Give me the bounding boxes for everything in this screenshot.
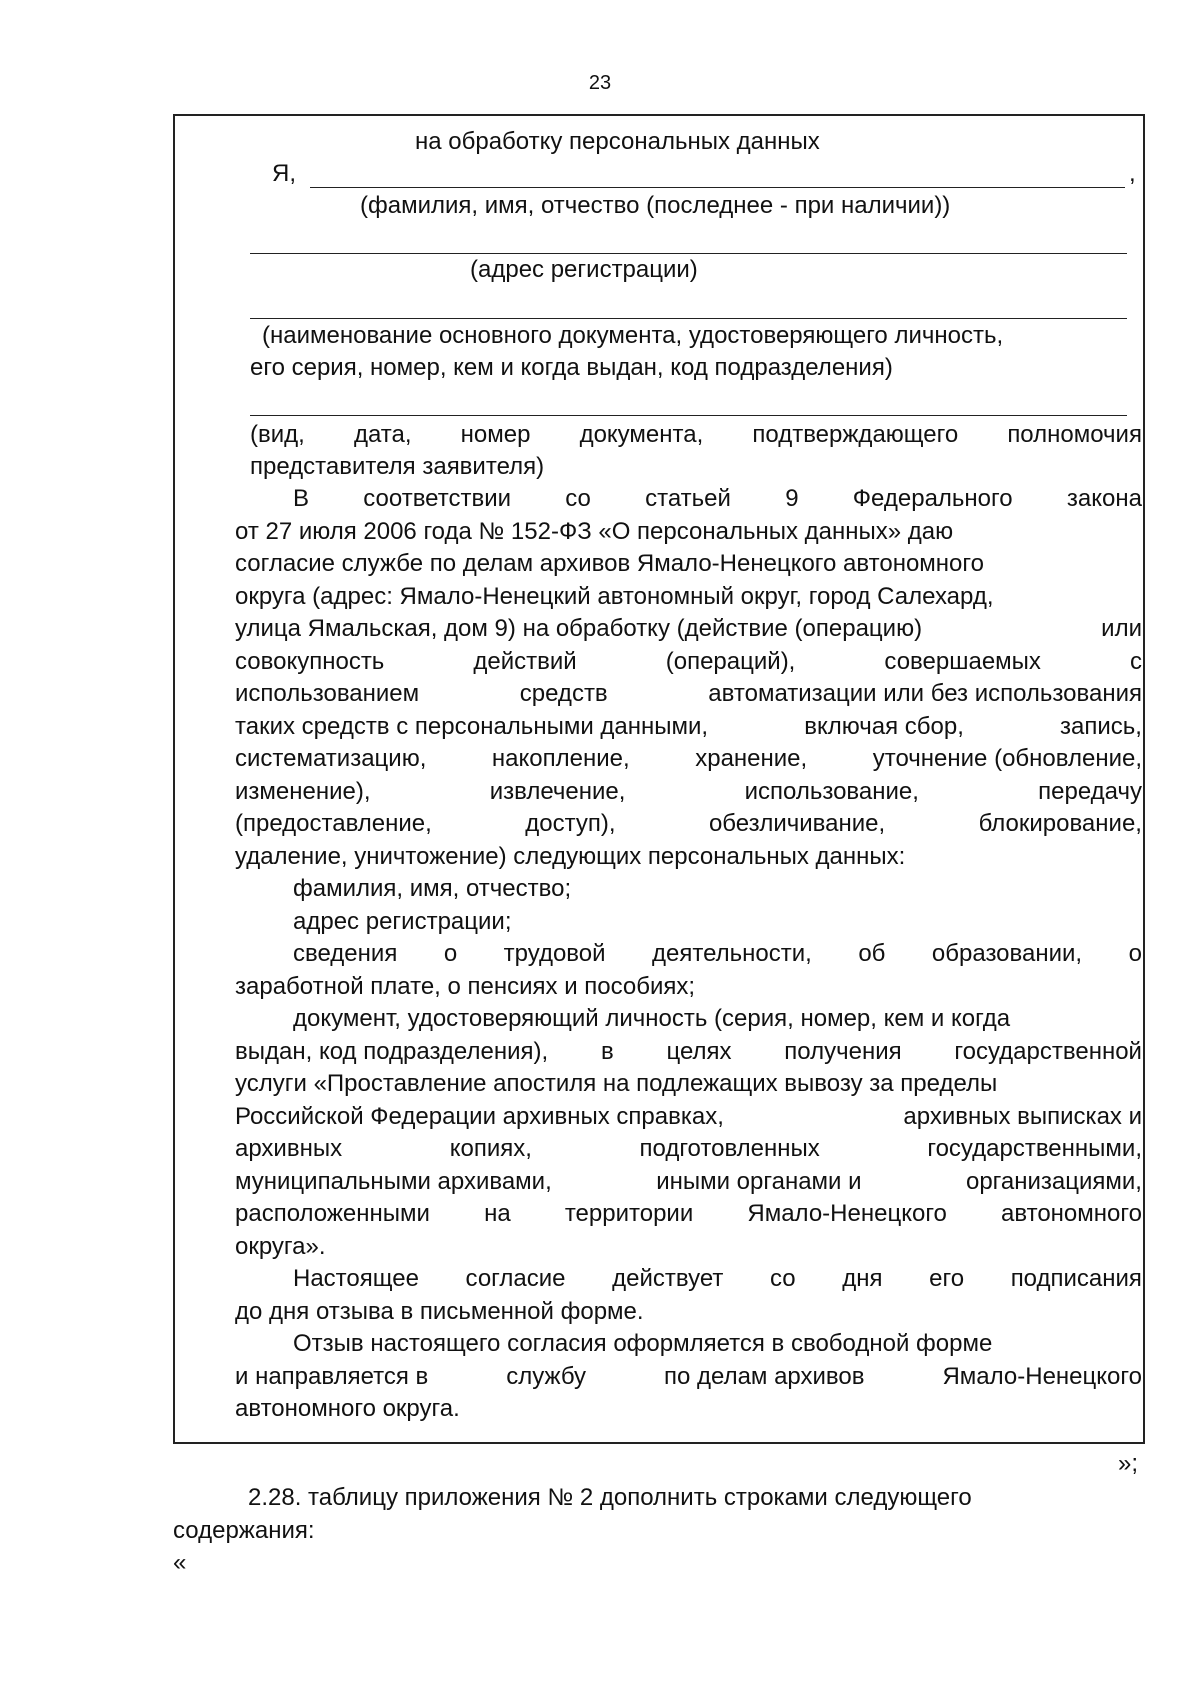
text-segment: получения <box>784 1037 902 1065</box>
text-segment: систематизацию, <box>235 745 427 772</box>
caption-fio: (фамилия, имя, отчество (последнее - при наличии)) <box>360 192 951 219</box>
validity-line-1 <box>293 1263 1142 1295</box>
text-segment: об <box>858 940 886 967</box>
text-segment: дня <box>842 1265 883 1292</box>
text-segment: со <box>565 485 591 512</box>
form-heading: на обработку персональных данных <box>415 128 820 155</box>
text-segment: таких средств с персональными данными, <box>235 712 709 740</box>
text-segment: совершаемых <box>884 647 1041 675</box>
caption-address: (адрес регистрации) <box>470 256 698 283</box>
text-segment: Настоящее <box>293 1265 419 1292</box>
item-labor-line-2: заработной плате, о пенсиях и пособиях; <box>235 972 696 1000</box>
text-segment: подтверждающего <box>752 421 959 448</box>
text-segment: его <box>929 1265 965 1292</box>
text-segment: расположенными <box>235 1200 430 1227</box>
consent-paragraph-line <box>235 646 1142 678</box>
item-document-line <box>235 1101 1142 1133</box>
consent-paragraph-line <box>293 483 1142 515</box>
text-segment: и направляется в <box>235 1362 429 1390</box>
text-segment: (операций), <box>665 647 796 675</box>
consent-paragraph-line: от 27 июля 2006 года № 152-ФЗ «О персональных данных» даю <box>235 517 954 545</box>
consent-paragraph-line <box>235 613 1142 645</box>
text-segment: 9 <box>785 485 799 512</box>
amendment-line-1: 2.28. таблицу приложения № 2 дополнить строками следующего <box>248 1484 972 1511</box>
item-document-line <box>235 1198 1142 1230</box>
consent-paragraph-line: округа (адрес: Ямало-Ненецкий автономный округ, город Салехард, <box>235 582 994 610</box>
text-segment: по делам архивов <box>664 1362 865 1390</box>
text-segment: (вид, <box>250 421 305 448</box>
text-segment: подписания <box>1010 1265 1142 1292</box>
text-segment: о <box>443 940 458 967</box>
text-segment: Федерального <box>852 485 1013 512</box>
closing-quote: »; <box>1118 1450 1139 1477</box>
text-segment: Ямало-Ненецкого <box>942 1362 1142 1390</box>
text-segment: образовании, <box>931 940 1083 967</box>
item-labor-line-1 <box>293 938 1142 970</box>
text-segment: целях <box>666 1037 732 1065</box>
text-segment: В <box>293 485 310 512</box>
text-segment: соответствии <box>363 485 512 512</box>
text-segment: передачу <box>1038 777 1142 805</box>
text-segment: включая сбор, <box>804 712 964 740</box>
item-document-line <box>235 1166 1142 1198</box>
text-segment: улица Ямальская, дом 9) на обработку (действие (операцию) <box>235 615 923 642</box>
text-segment: Ямало-Ненецкого <box>747 1200 947 1227</box>
text-segment: номер <box>460 421 531 448</box>
text-segment: автоматизации или без использования <box>708 680 1142 707</box>
text-segment: организациями, <box>965 1167 1142 1195</box>
text-segment: подготовленных <box>639 1135 820 1162</box>
revocation-line-2 <box>235 1361 1142 1393</box>
text-segment: закона <box>1066 485 1142 512</box>
text-segment: запись, <box>1060 712 1142 740</box>
text-segment: использование, <box>744 777 919 805</box>
item-document-line <box>235 1133 1142 1165</box>
text-segment: государственными, <box>927 1135 1142 1162</box>
consent-paragraph-line <box>235 711 1142 743</box>
revocation-line-1: Отзыв настоящего согласия оформляется в свободной форме <box>293 1330 993 1357</box>
text-segment: блокирование, <box>978 810 1142 837</box>
consent-paragraph-line: согласие службе по делам архивов Ямало-Ненецкого автономного <box>235 550 984 577</box>
text-segment: согласие <box>465 1265 566 1292</box>
text-segment: со <box>770 1265 796 1292</box>
fio-blank-line <box>310 187 1125 188</box>
text-segment: сведения <box>293 940 398 967</box>
text-segment: статьей <box>645 485 731 512</box>
caption-representative-line-2: представителя заявителя) <box>250 453 545 480</box>
text-segment: использованием <box>235 680 420 707</box>
text-segment: иными органами и <box>656 1167 862 1195</box>
text-segment: уточнение (обновление, <box>872 745 1142 772</box>
item-fio: фамилия, имя, отчество; <box>293 875 572 902</box>
text-segment: деятельности, <box>652 940 812 967</box>
text-segment: доступ), <box>525 810 616 837</box>
text-segment: копиях, <box>449 1135 532 1162</box>
consent-paragraph-line <box>235 678 1142 710</box>
text-segment: действует <box>612 1265 724 1292</box>
text-segment: или <box>1101 615 1142 642</box>
item-document-line: документ, удостоверяющий личность (серия, номер, кем и когда <box>293 1005 1011 1032</box>
ya-label: Я, <box>272 160 296 187</box>
text-segment: муниципальными архивами, <box>235 1167 552 1195</box>
consent-paragraph-line <box>235 743 1142 775</box>
text-segment: о <box>1128 940 1142 967</box>
caption-document-line-2: его серия, номер, кем и когда выдан, код подразделения) <box>250 354 893 381</box>
text-segment: выдан, код подразделения), <box>235 1037 549 1065</box>
text-segment: документа, <box>579 421 704 448</box>
item-document-line <box>235 1036 1142 1068</box>
opening-quote: « <box>173 1549 187 1576</box>
page-number: 23 <box>588 72 612 94</box>
text-segment: службу <box>506 1362 587 1390</box>
text-segment: (предоставление, <box>235 810 432 837</box>
consent-paragraph-line <box>235 808 1142 840</box>
revocation-line-3: автономного округа. <box>235 1395 460 1422</box>
text-segment: средств <box>519 680 608 707</box>
text-segment: в <box>600 1037 614 1065</box>
text-segment: обезличивание, <box>708 810 886 837</box>
text-segment: изменение), <box>235 777 371 805</box>
text-segment: автономного <box>1001 1200 1142 1227</box>
caption-representative-line-1 <box>250 419 1142 451</box>
validity-line-2: до дня отзыва в письменной форме. <box>235 1297 644 1325</box>
text-segment: на <box>484 1200 511 1227</box>
text-segment: накопление, <box>491 745 630 772</box>
consent-paragraph-line <box>235 776 1142 808</box>
text-segment: государственной <box>954 1037 1142 1065</box>
text-segment: совокупность <box>235 647 385 675</box>
text-segment: Российской Федерации архивных справках, <box>235 1102 724 1130</box>
text-segment: действий <box>473 647 577 675</box>
caption-document-line-1: (наименование основного документа, удостоверяющего личность, <box>262 322 1004 349</box>
document-blank-line <box>250 318 1127 319</box>
text-segment: с <box>1129 647 1142 675</box>
item-document-line: округа». <box>235 1232 326 1260</box>
text-segment: извлечение, <box>489 777 626 805</box>
amendment-line-2: содержания: <box>173 1517 315 1544</box>
text-segment: территории <box>564 1200 694 1227</box>
text-segment: полномочия <box>1007 421 1142 448</box>
item-document-line: услуги «Проставление апостиля на подлежащих вывозу за пределы <box>235 1070 998 1097</box>
representative-blank-line <box>250 415 1127 416</box>
text-segment: архивных <box>235 1135 343 1162</box>
ya-comma: , <box>1129 160 1136 187</box>
text-segment: трудовой <box>503 940 606 967</box>
text-segment: хранение, <box>695 745 808 772</box>
consent-paragraph-line: удаление, уничтожение) следующих персональных данных: <box>235 842 906 870</box>
text-segment: дата, <box>353 421 412 448</box>
text-segment: архивных выписках и <box>903 1102 1142 1130</box>
item-address: адрес регистрации; <box>293 907 512 935</box>
